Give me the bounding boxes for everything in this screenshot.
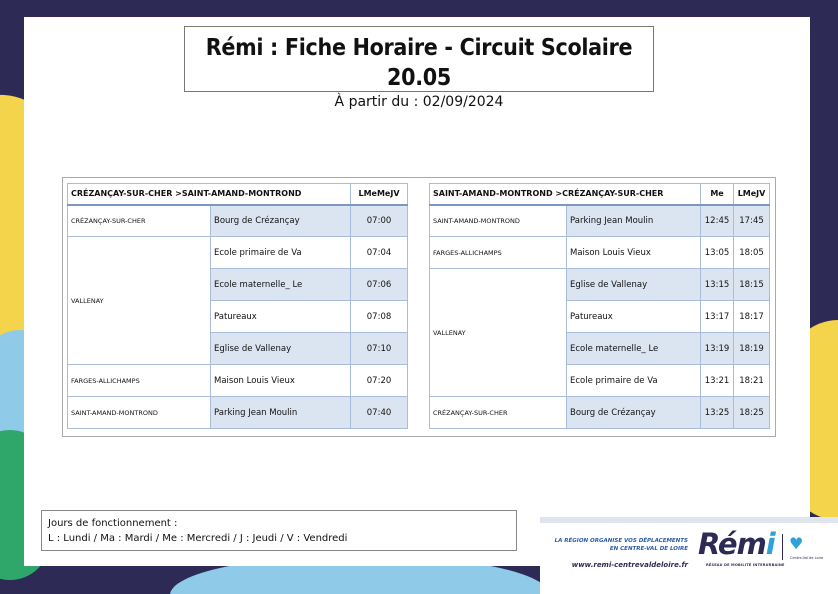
brand-tagline-line2: EN CENTRE-VAL DE LOIRE [609, 546, 688, 552]
outbound-direction: CRÉZANÇAY-SUR-CHER >SAINT-AMAND-MONTROND [68, 184, 351, 205]
time-cell: 07:10 [351, 333, 408, 365]
legend-text: L : Lundi / Ma : Mardi / Me : Mercredi / J : Jeudi / V : Vendredi [48, 533, 348, 544]
brand-url[interactable]: www.remi-centrevaldeloire.fr [571, 561, 688, 569]
commune-cell: CRÉZANÇAY-SUR-CHER [430, 397, 567, 429]
legend-box [41, 510, 517, 551]
time-cell: 18:17 [734, 301, 770, 333]
stop-cell: Ecole primaire de Va [211, 237, 351, 269]
time-cell: 07:00 [351, 205, 408, 237]
return-timetable [429, 183, 770, 429]
stop-cell: Bourg de Crézançay [567, 397, 701, 429]
commune-cell: FARGES-ALLICHAMPS [68, 365, 211, 397]
brand-tagline [553, 537, 688, 553]
brand-stripe [540, 517, 838, 523]
time-cell: 18:15 [734, 269, 770, 301]
stop-cell: Ecole maternelle_ Le [211, 269, 351, 301]
time-cell: 13:05 [701, 237, 734, 269]
stop-cell: Ecole primaire de Va [567, 365, 701, 397]
outbound-days: LMeMeJV [351, 184, 408, 205]
time-cell: 17:45 [734, 205, 770, 237]
table-row [430, 205, 770, 237]
stop-cell: Bourg de Crézançay [211, 205, 351, 237]
time-cell: 13:21 [701, 365, 734, 397]
return-days-wednesday: Me [701, 184, 734, 205]
table-row [68, 365, 408, 397]
table-row [430, 237, 770, 269]
remi-logo [698, 527, 775, 561]
brand-tagline-line1: LA RÉGION ORGANISE VOS DÉPLACEMENTS [554, 538, 688, 544]
region-heart-icon: ♥ [789, 534, 804, 553]
table-row [68, 205, 408, 237]
stop-cell: Parking Jean Moulin [211, 397, 351, 429]
stop-cell: Maison Louis Vieux [211, 365, 351, 397]
time-cell: 18:25 [734, 397, 770, 429]
table-row [68, 397, 408, 429]
logo-part: Ré [698, 527, 737, 561]
page-title: Rémi : Fiche Horaire - Circuit Scolaire 20.05 [205, 35, 633, 91]
start-date: À partir du : 02/09/2024 [334, 94, 504, 110]
commune-cell: SAINT-AMAND-MONTROND [68, 397, 211, 429]
stop-cell: Ecole maternelle_ Le [567, 333, 701, 365]
commune-cell: VALLENAY [430, 269, 567, 397]
title-box [184, 26, 654, 110]
time-cell: 13:17 [701, 301, 734, 333]
return-days-other: LMeJV [734, 184, 770, 205]
logo-tagline: RÉSEAU DE MOBILITÉ INTERURBAINE [706, 563, 785, 567]
time-cell: 13:25 [701, 397, 734, 429]
commune-cell: FARGES-ALLICHAMPS [430, 237, 567, 269]
commune-cell: CRÉZANÇAY-SUR-CHER [68, 205, 211, 237]
logo-separator [782, 534, 783, 560]
return-direction: SAINT-AMAND-MONTROND >CRÉZANÇAY-SUR-CHER [430, 184, 701, 205]
time-cell: 07:20 [351, 365, 408, 397]
time-cell: 13:15 [701, 269, 734, 301]
legend-title: Jours de fonctionnement : [48, 518, 178, 529]
time-cell: 13:19 [701, 333, 734, 365]
table-row [430, 269, 770, 301]
time-cell: 07:04 [351, 237, 408, 269]
region-label: Centre-Val de Loire [790, 556, 824, 560]
time-cell: 07:06 [351, 269, 408, 301]
outbound-timetable [67, 183, 408, 429]
stop-cell: Parking Jean Moulin [567, 205, 701, 237]
stop-cell: Patureaux [567, 301, 701, 333]
table-row [430, 397, 770, 429]
time-cell: 18:21 [734, 365, 770, 397]
logo-part: m [736, 527, 766, 561]
table-row [68, 237, 408, 269]
commune-cell: VALLENAY [68, 237, 211, 365]
commune-cell: SAINT-AMAND-MONTROND [430, 205, 567, 237]
time-cell: 07:40 [351, 397, 408, 429]
stop-cell: Eglise de Vallenay [211, 333, 351, 365]
time-cell: 18:19 [734, 333, 770, 365]
stop-cell: Patureaux [211, 301, 351, 333]
stop-cell: Eglise de Vallenay [567, 269, 701, 301]
time-cell: 07:08 [351, 301, 408, 333]
logo-part: i [765, 527, 775, 561]
stop-cell: Maison Louis Vieux [567, 237, 701, 269]
time-cell: 12:45 [701, 205, 734, 237]
time-cell: 18:05 [734, 237, 770, 269]
